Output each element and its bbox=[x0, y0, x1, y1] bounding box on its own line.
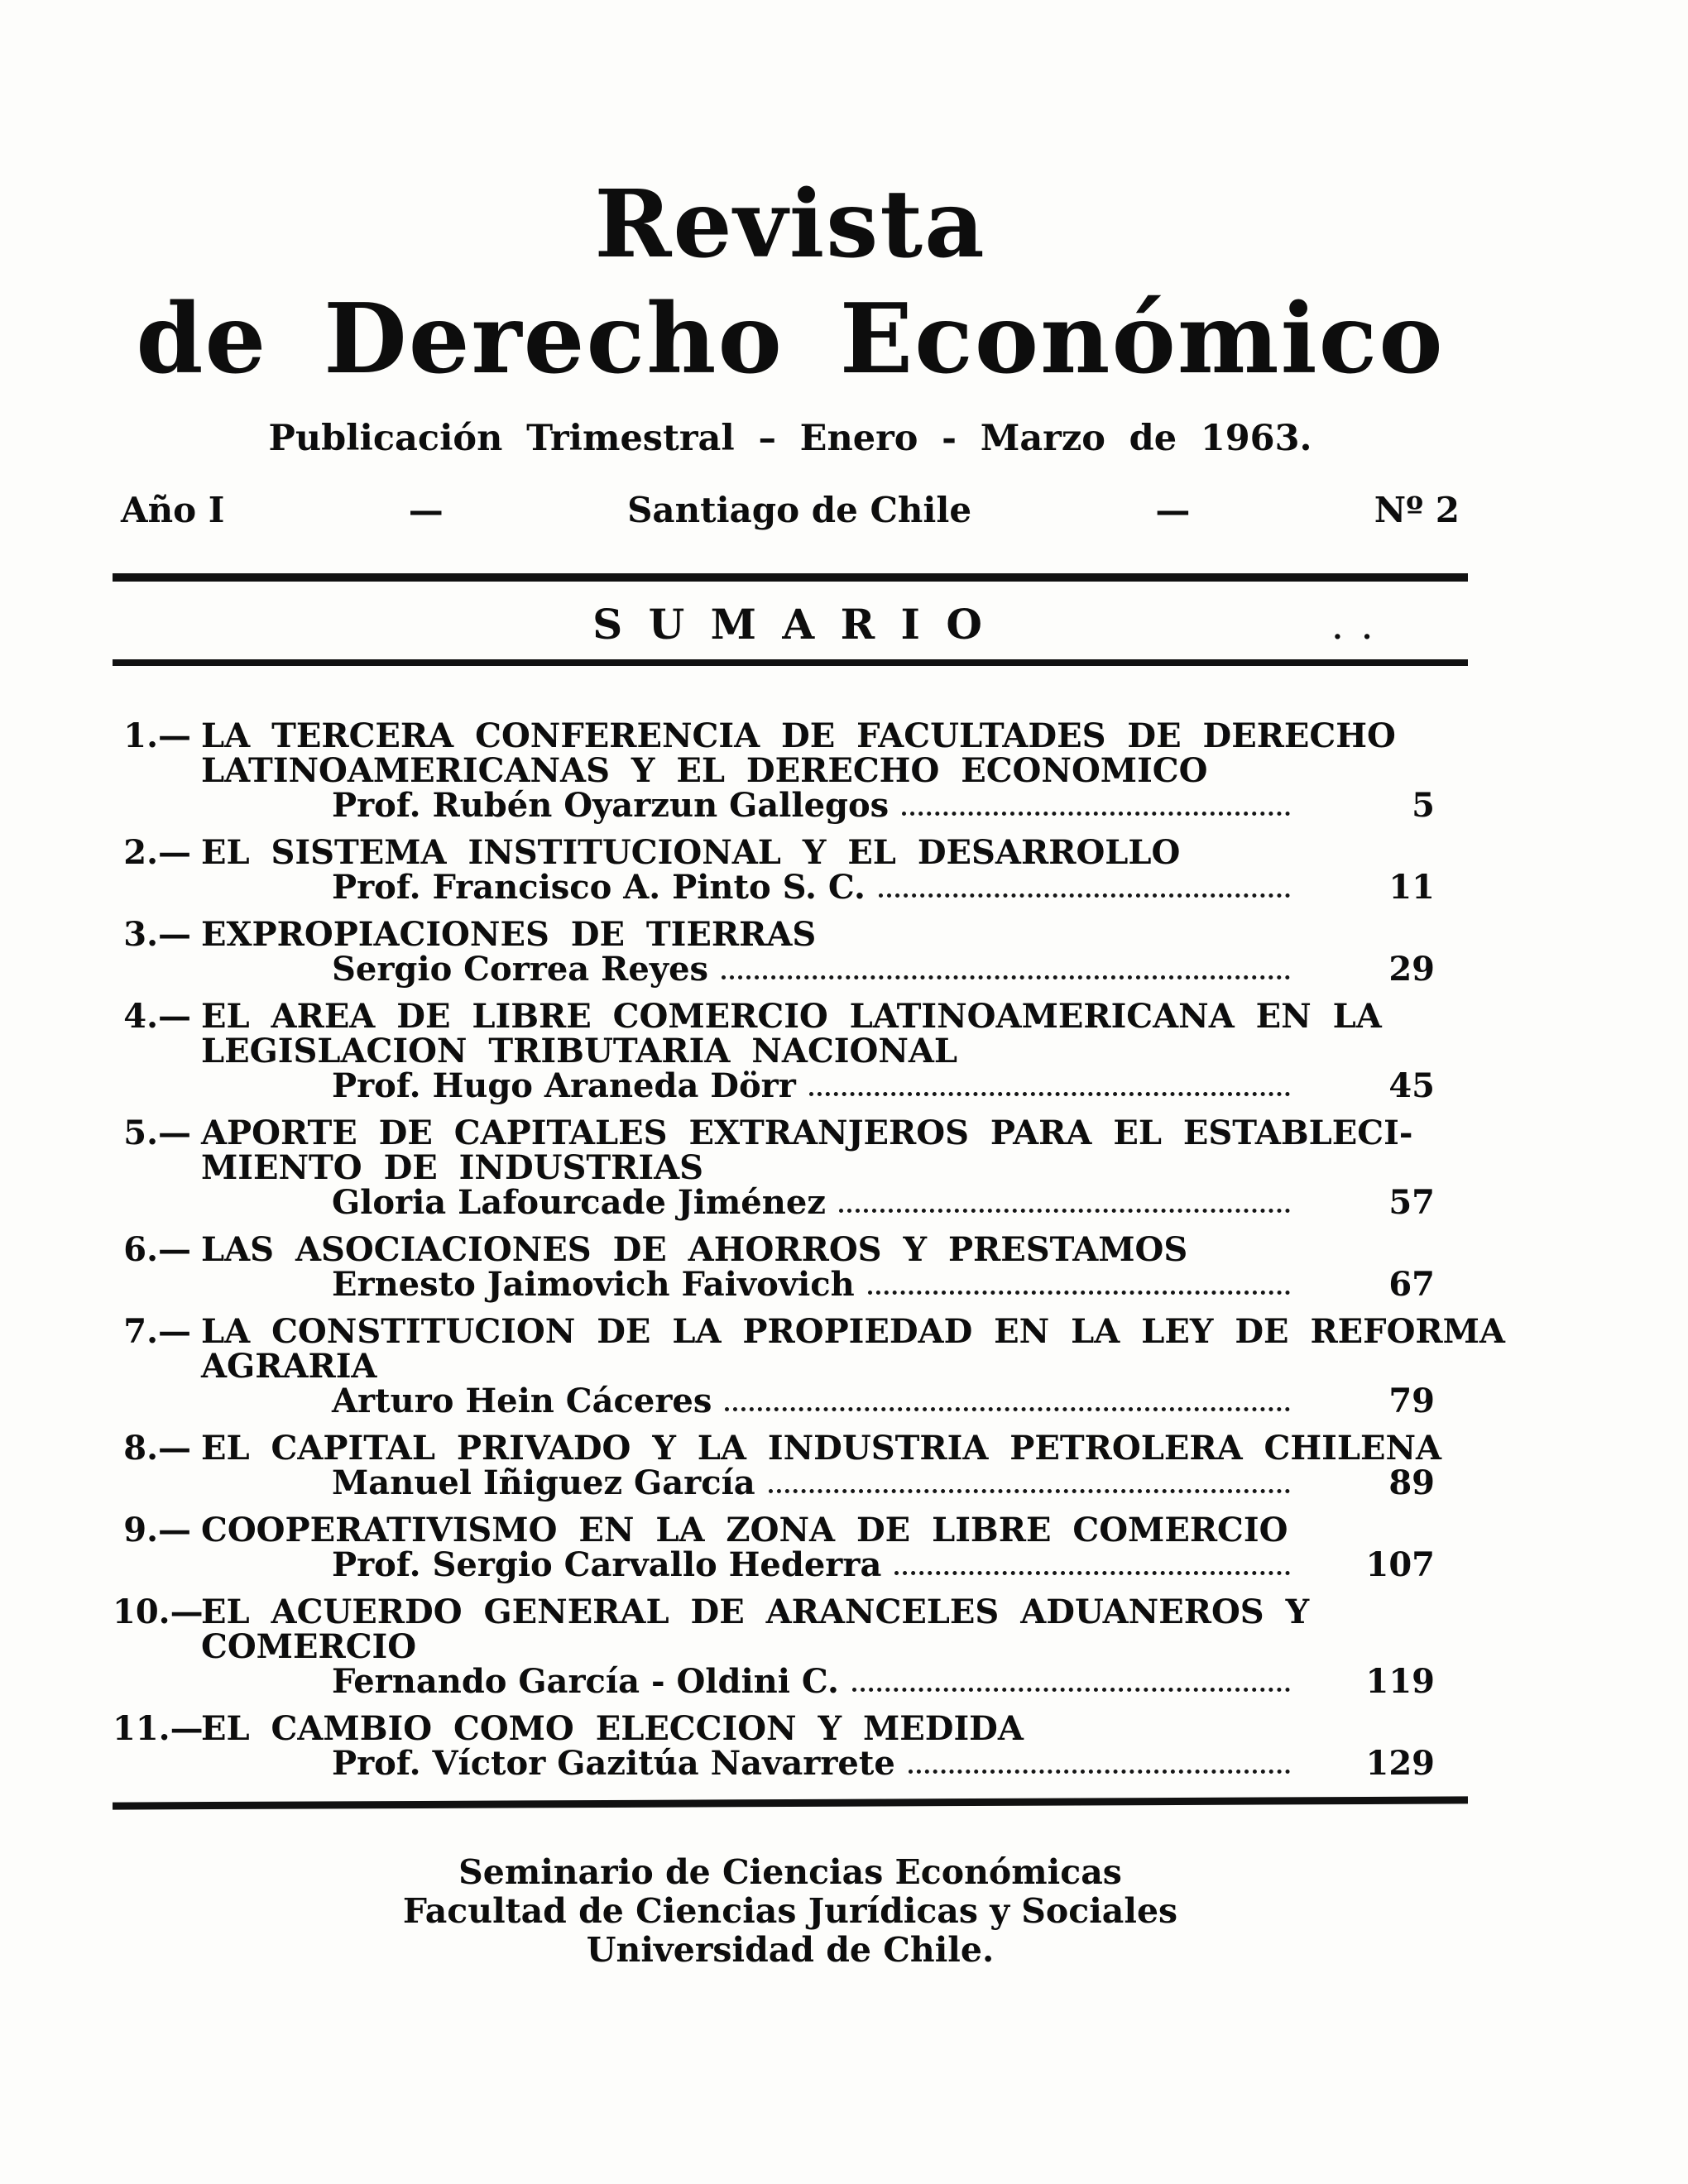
toc-item-number: 4.— bbox=[123, 996, 191, 1036]
toc-item-author-row bbox=[332, 1264, 1468, 1304]
toc-item-author: Ernesto Jaimovich Faivovich bbox=[332, 1264, 855, 1304]
toc-item bbox=[113, 1229, 1468, 1304]
toc-item-title bbox=[191, 1592, 1468, 1666]
toc-item bbox=[113, 996, 1468, 1105]
toc-item bbox=[113, 716, 1468, 825]
toc-item-number: 6.— bbox=[123, 1229, 191, 1269]
toc-item-title-line: EL SISTEMA INSTITUCIONAL Y EL DESARROLLO bbox=[201, 832, 1181, 872]
toc-item-number: 8.— bbox=[123, 1428, 191, 1468]
dot-leader bbox=[722, 975, 1290, 979]
toc-item bbox=[113, 1113, 1468, 1222]
toc-item-number: 9.— bbox=[123, 1510, 191, 1549]
toc-item-title-line: EL CAPITAL PRIVADO Y LA INDUSTRIA PETROLERA CHILENA bbox=[201, 1428, 1442, 1468]
separator-dash-right: — bbox=[1155, 490, 1191, 531]
content-column bbox=[113, 0, 1505, 1970]
toc-item-row bbox=[113, 1708, 1468, 1748]
toc-item-author-row bbox=[332, 1661, 1468, 1701]
toc-item bbox=[113, 1510, 1468, 1584]
toc-item-number: 11.— bbox=[113, 1708, 204, 1748]
toc-item-author: Arturo Hein Cáceres bbox=[332, 1381, 712, 1420]
toc-item-number: 7.— bbox=[123, 1311, 191, 1351]
toc-item-title-line: COMERCIO bbox=[201, 1626, 417, 1666]
sumario-row bbox=[113, 600, 1468, 649]
dot-leader bbox=[852, 1688, 1290, 1692]
toc-item bbox=[113, 1428, 1468, 1502]
toc-item-author: Prof. Rubén Oyarzun Gallegos bbox=[332, 785, 890, 825]
journal-title-line2: de Derecho Económico bbox=[136, 282, 1445, 395]
toc-item-title-line: EL AREA DE LIBRE COMERCIO LATINOAMERICANA EN LA bbox=[201, 996, 1382, 1036]
toc-page-number: 129 bbox=[1365, 1743, 1435, 1783]
rule-top bbox=[113, 573, 1468, 582]
toc-item-title-line: LATINOAMERICANAS Y EL DERECHO ECONOMICO bbox=[201, 750, 1208, 790]
toc-item-title-line: COOPERATIVISMO EN LA ZONA DE LIBRE COMERCIO bbox=[201, 1510, 1288, 1549]
toc-item-number: 5.— bbox=[123, 1113, 191, 1152]
toc-list bbox=[113, 716, 1505, 1783]
toc-item bbox=[113, 914, 1468, 989]
toc-page-number: 89 bbox=[1388, 1463, 1435, 1502]
footer-line: Universidad de Chile. bbox=[586, 1929, 995, 1970]
toc-item-author-row bbox=[332, 1743, 1468, 1783]
toc-item-number: 2.— bbox=[123, 832, 191, 872]
toc-item-row bbox=[113, 1510, 1468, 1549]
dot-leader bbox=[769, 1489, 1290, 1493]
rule-mid bbox=[113, 659, 1468, 666]
toc-page-number: 119 bbox=[1365, 1661, 1435, 1701]
toc-page-number: 45 bbox=[1388, 1066, 1435, 1105]
city-label: Santiago de Chile bbox=[627, 490, 972, 531]
dot-leader bbox=[868, 1291, 1290, 1295]
dot-leader bbox=[894, 1571, 1290, 1575]
toc-item-title bbox=[191, 914, 1468, 954]
toc-page-number: 29 bbox=[1388, 949, 1435, 989]
toc-item-title-line: AGRARIA bbox=[201, 1346, 377, 1386]
toc-page-number: 79 bbox=[1388, 1381, 1435, 1420]
toc-item-author: Gloria Lafourcade Jiménez bbox=[332, 1182, 826, 1222]
toc-item-author-row bbox=[332, 1182, 1468, 1222]
toc-page-number: 11 bbox=[1388, 867, 1435, 907]
toc-page-number: 107 bbox=[1365, 1545, 1435, 1584]
dot-leader bbox=[725, 1407, 1290, 1411]
toc-item-title-line: LEGISLACION TRIBUTARIA NACIONAL bbox=[201, 1031, 958, 1070]
dot-leader bbox=[902, 812, 1290, 816]
toc-page-number: 5 bbox=[1412, 785, 1435, 825]
toc-item-row bbox=[113, 996, 1468, 1070]
toc-item-title-line: EL ACUERDO GENERAL DE ARANCELES ADUANEROS Y bbox=[201, 1592, 1310, 1631]
toc-item bbox=[113, 1311, 1505, 1420]
toc-item-title bbox=[191, 716, 1468, 790]
toc-item-author: Prof. Hugo Araneda Dörr bbox=[332, 1066, 796, 1105]
toc-item-number: 10.— bbox=[113, 1592, 204, 1631]
toc-item-number: 1.— bbox=[123, 716, 191, 755]
sumario-corner-marks: . . bbox=[1332, 612, 1377, 646]
journal-title-line1: Revista bbox=[594, 170, 986, 279]
issue-number: Nº 2 bbox=[1374, 490, 1460, 531]
footer bbox=[113, 1853, 1468, 1970]
toc-page-number: 67 bbox=[1388, 1264, 1435, 1304]
sumario-heading: S U M A R I O bbox=[592, 599, 988, 649]
separator-dash-left: — bbox=[408, 490, 444, 531]
toc-page-number: 57 bbox=[1388, 1182, 1435, 1222]
toc-item-row bbox=[113, 1428, 1468, 1468]
toc-item-row bbox=[113, 1592, 1468, 1666]
toc-item-author: Prof. Francisco A. Pinto S. C. bbox=[332, 867, 866, 907]
toc-item-title bbox=[191, 1510, 1468, 1549]
toc-item-author-row bbox=[332, 949, 1468, 989]
dot-leader bbox=[809, 1092, 1290, 1096]
toc-item-title-line: MIENTO DE INDUSTRIAS bbox=[201, 1147, 704, 1187]
toc-item-author-row bbox=[332, 1463, 1468, 1502]
toc-item bbox=[113, 832, 1468, 907]
toc-item-author-row bbox=[332, 867, 1468, 907]
toc-item-title-line: EL CAMBIO COMO ELECCION Y MEDIDA bbox=[201, 1708, 1024, 1748]
dot-leader bbox=[839, 1209, 1290, 1213]
toc-item-title bbox=[191, 1113, 1468, 1187]
toc-item-title bbox=[191, 1428, 1468, 1468]
toc-item-title bbox=[191, 832, 1468, 872]
toc-item bbox=[113, 1708, 1468, 1783]
toc-item-row bbox=[113, 1113, 1468, 1187]
toc-item-number: 3.— bbox=[123, 914, 191, 954]
toc-item-title-line: APORTE DE CAPITALES EXTRANJEROS PARA EL ESTABLECI- bbox=[201, 1113, 1413, 1152]
toc-item-title bbox=[191, 996, 1468, 1070]
volume-row bbox=[113, 490, 1468, 531]
toc-item-author: Fernando García - Oldini C. bbox=[332, 1661, 839, 1701]
dot-leader bbox=[909, 1770, 1290, 1774]
rule-bottom bbox=[113, 1796, 1468, 1809]
footer-line: Facultad de Ciencias Jurídicas y Sociales bbox=[402, 1890, 1178, 1931]
toc-item-author-row bbox=[332, 1066, 1468, 1105]
toc-item-row bbox=[113, 832, 1468, 872]
toc-item-author-row bbox=[332, 1545, 1468, 1584]
toc-item-author: Manuel Iñiguez García bbox=[332, 1463, 755, 1502]
toc-item-row bbox=[113, 716, 1468, 790]
toc-item-title-line: LA TERCERA CONFERENCIA DE FACULTADES DE DERECHO bbox=[201, 716, 1396, 755]
toc-item-title-line: LAS ASOCIACIONES DE AHORROS Y PRESTAMOS bbox=[201, 1229, 1188, 1269]
toc-item-title bbox=[191, 1708, 1468, 1748]
toc-item-author-row bbox=[332, 785, 1468, 825]
toc-item bbox=[113, 1592, 1468, 1701]
footer-line: Seminario de Ciencias Económicas bbox=[458, 1851, 1122, 1892]
toc-item-author: Prof. Víctor Gazitúa Navarrete bbox=[332, 1743, 895, 1783]
toc-item-row bbox=[113, 914, 1468, 954]
toc-item-author: Sergio Correa Reyes bbox=[332, 949, 709, 989]
toc-item-row bbox=[113, 1311, 1505, 1386]
publication-line: Publicación Trimestral – Enero - Marzo de 1963. bbox=[268, 417, 1312, 459]
dot-leader bbox=[879, 893, 1290, 898]
year-label: Año I bbox=[121, 490, 225, 531]
toc-item-author-row bbox=[332, 1381, 1468, 1420]
toc-item-title-line: LA CONSTITUCION DE LA PROPIEDAD EN LA LEY DE REFORMA bbox=[201, 1311, 1505, 1351]
toc-item-title-line: EXPROPIACIONES DE TIERRAS bbox=[201, 914, 817, 954]
toc-item-author: Prof. Sergio Carvallo Hederra bbox=[332, 1545, 882, 1584]
toc-item-row bbox=[113, 1229, 1468, 1269]
toc-item-title bbox=[191, 1311, 1505, 1386]
toc-item-title bbox=[191, 1229, 1468, 1269]
